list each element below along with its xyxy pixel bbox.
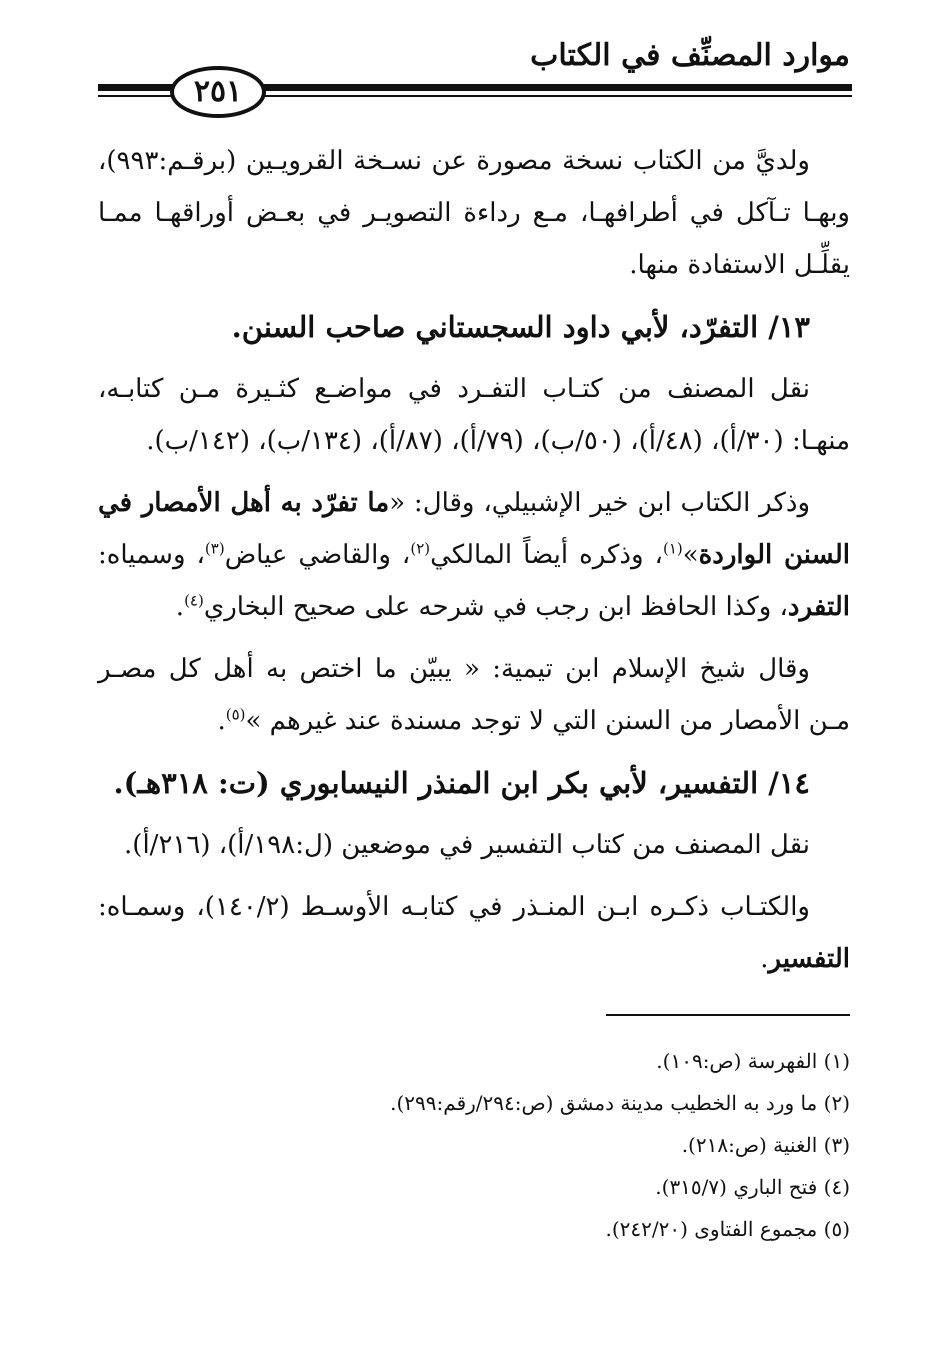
heading-entry-14: ١٤/ التفسير، لأبي بكر ابن المنذر النيسابوري (ت: ٣١٨هـ). xyxy=(113,766,810,800)
footnote-ref-2[interactable]: (٢) xyxy=(410,539,431,558)
text-segment: ، وسمياه: xyxy=(98,540,205,570)
footnote-3: (٣) الغنية (ص:٢١٨). xyxy=(681,1133,850,1157)
text-segment: . xyxy=(217,706,226,736)
page-number: ٢٥١ xyxy=(170,66,266,118)
heading-entry-13: ١٣/ التفرّد، لأبي داود السجستاني صاحب السنن. xyxy=(231,310,810,344)
bold-title: ما تفرّد به أهل الأمصار في السنن الواردة xyxy=(98,488,850,570)
footnote-ref-5[interactable]: (٥) xyxy=(225,705,246,724)
main-text xyxy=(98,135,850,995)
paragraph-ibn-khayr xyxy=(98,477,850,633)
text-segment: وذكر الكتاب ابن خير الإشبيلي، وقال: « xyxy=(389,488,810,518)
header-rule-left-thick xyxy=(98,84,173,91)
text-segment: » xyxy=(682,540,699,570)
footnote-5: (٥) مجموع الفتاوى (٢٤٢/٢٠). xyxy=(605,1217,850,1241)
footnote-2: (٢) ما ورد به الخطيب مدينة دمشق (ص:٢٩٤/رقم:٢٩٩). xyxy=(390,1091,850,1115)
paragraph-citations-13: نقل المصنف من كتـاب التفـرد في مواضـع كثـيرة مـن كتابـه، منهـا: (٣٠/أ)، (٤٨/أ)، (٥٠/ب)، (٧٩/أ)، (٨٧/أ)، (١٣٤/ب)، (١٤٢/ب). xyxy=(98,374,850,456)
text-segment: . xyxy=(760,944,769,974)
paragraph-citations-14: نقل المصنف من كتاب التفسير في موضعين (ل:١٩٨/أ)، (٢١٦/أ). xyxy=(124,830,810,860)
header-rule-left-thin xyxy=(98,95,173,97)
footnote-ref-4[interactable]: (٤) xyxy=(184,591,204,610)
footnote-separator xyxy=(606,1014,850,1016)
paragraph-manuscript: ولديَّ من الكتاب نسخة مصورة عن نسـخة القرويـين (برقـم:٩٩٣)، وبهـا تـآكل في أطرافهـا، مـع رداءة التصويـر في بعـض أوراقهـا ممـا يقلِّـل الاستفادة منها. xyxy=(98,146,850,280)
paragraph-ibn-taymiyya xyxy=(98,643,850,747)
footnote-1: (١) الفهرسة (ص:١٠٩). xyxy=(656,1049,850,1073)
running-title: موارد المصنِّف في الكتاب xyxy=(530,38,850,73)
text-segment: . xyxy=(175,592,185,622)
text-segment: والكتـاب ذكـره ابـن المنـذر في كتابـه الأوسـط (١٤٠/٢)، وسمـاه: xyxy=(98,892,810,922)
header-rule-thin xyxy=(260,95,852,97)
text-segment: ، وكذا الحافظ ابن رجب في شرحه على صحيح البخاري xyxy=(203,592,788,622)
footnotes xyxy=(98,1040,850,1250)
text-segment: ، والقاضي عياض xyxy=(224,540,411,570)
text-segment: وقال شيخ الإسلام ابن تيمية: « يبيّن ما اختص به أهل كل مصـر مـن الأمصار من السنن التي لا توجد مسندة عند غيرهم » xyxy=(98,654,850,736)
footnote-ref-3[interactable]: (٣) xyxy=(204,539,225,558)
header-rule-thick xyxy=(260,84,852,91)
text-segment: ، وذكره أيضاً المالكي xyxy=(430,540,663,570)
footnote-ref-1[interactable]: (١) xyxy=(662,539,683,558)
bold-title: التفسير xyxy=(768,944,850,974)
footnote-4: (٤) فتح الباري (٣١٥/٧). xyxy=(655,1175,850,1199)
bold-title: التفرد xyxy=(787,592,850,622)
paragraph-awsat xyxy=(98,881,850,985)
